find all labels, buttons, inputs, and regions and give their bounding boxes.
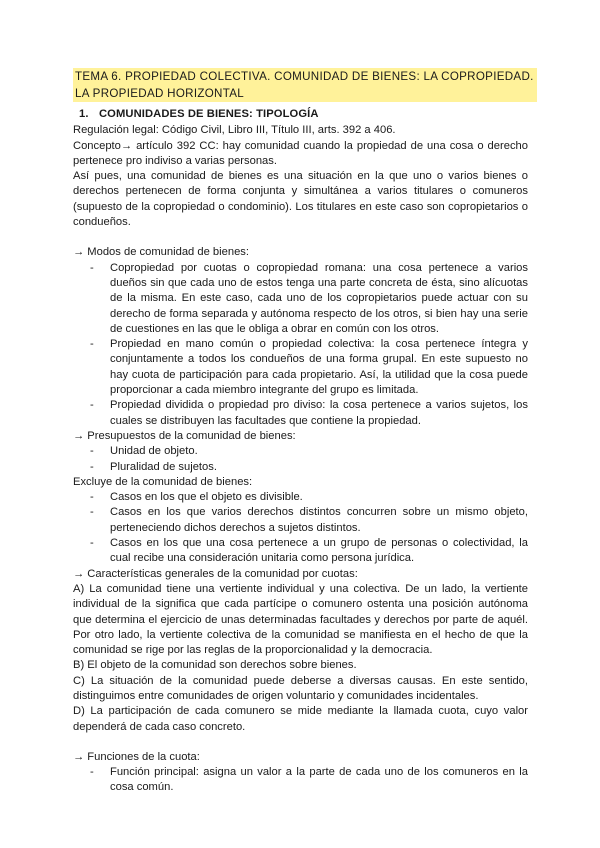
list-item: - Copropiedad por cuotas o copropiedad romana: una cosa pertenece a varios dueños sin que cada uno de estos tenga una parte concreta de ésta, sino alícuotas de la misma. En este caso, cada uno de los copropietarios puede actuar con su derecho de forma separada y autónoma respecto de los otros, si bien hay una serie de cuestiones en las que le obliga a obrar en común con los otros.: [73, 261, 528, 337]
excluye-heading: Excluye de la comunidad de bienes:: [73, 475, 253, 488]
list-item: - Función principal: asigna un valor a la parte de cada uno de los comuneros en la cosa común.: [73, 765, 528, 796]
list-item: - Pluralidad de sujetos.: [73, 460, 528, 475]
document-title: TEMA 6. PROPIEDAD COLECTIVA. COMUNIDAD DE BIENES: LA COPROPIEDAD. LA PROPIEDAD HORIZONTAL: [73, 68, 537, 102]
caracteristica-c: C) La situación de la comunidad puede deberse a diversas causas. En este sentido, distinguimos entre comunidades de origen voluntario y comunidades incidentales.: [73, 674, 528, 702]
section-number: 1.: [79, 108, 89, 120]
caracteristica-a: A) La comunidad tiene una vertiente individual y una colectiva. De un lado, la vertiente individual de la significa que cada partícipe o comunero ostenta una posición autónoma que determina el ejercicio de unas determinadas facultades y derechos por parte de aquél. Por otro lado, la vertiente colectiva de la comunidad se manifiesta en el hecho de que la comunidad se rige por las reglas de la proporcionalidad y la democracia.: [73, 582, 528, 657]
definition-paragraph: Así pues, una comunidad de bienes es una situación en la que uno o varios bienes o derechos pertenecen de forma conjunta y simultánea a varios titulares o comuneros (supuesto de la copropiedad o condominio). Los titulares en este caso son copropietarios o condueños.: [73, 170, 528, 229]
presupuestos-heading: → Presupuestos de la comunidad de bienes:: [73, 429, 296, 442]
list-item: - Propiedad dividida o propiedad pro diviso: la cosa pertenece a varios sujetos, los cuales se distribuyen las facultades que contiene la propiedad.: [73, 398, 528, 429]
list-item: - Casos en los que una cosa pertenece a un grupo de personas o colectividad, la cual recibe una consideración unitaria como persona jurídica.: [73, 536, 528, 567]
presupuestos-list: [73, 444, 528, 475]
funciones-list: [73, 765, 528, 796]
caracteristicas-heading: → Características generales de la comunidad por cuotas:: [73, 567, 358, 580]
modes-list: [73, 261, 528, 429]
concept-paragraph: Concepto→ artículo 392 CC: hay comunidad cuando la propiedad de una cosa o derecho pertenece pro indiviso a varias personas.: [73, 139, 528, 167]
section-heading: [79, 107, 528, 122]
caracteristica-b: B) El objeto de la comunidad son derechos sobre bienes.: [73, 659, 357, 672]
list-item: - Unidad de objeto.: [73, 444, 528, 459]
funciones-heading: → Funciones de la cuota:: [73, 750, 200, 763]
list-item: - Casos en los que varios derechos distintos concurren sobre un mismo objeto, perteneciendo dichos derechos a sujetos distintos.: [73, 505, 528, 536]
list-item: - Propiedad en mano común o propiedad colectiva: la cosa pertenece íntegra y conjuntamente a todos los condueños de una forma grupal. En este supuesto no hay cuota de participación para cada propietario. Así, la utilidad que la cosa puede proporcionar a cada miembro integrante del grupo es limitada.: [73, 337, 528, 398]
legal-regulation: Regulación legal: Código Civil, Libro III, Título III, arts. 392 a 406.: [73, 124, 396, 137]
excluye-list: [73, 490, 528, 566]
modes-heading: → Modos de comunidad de bienes:: [73, 246, 250, 259]
caracteristica-d: D) La participación de cada comunero se mide mediante la llamada cuota, cuyo valor dependerá de cada caso concreto.: [73, 705, 528, 733]
section-heading-text: COMUNIDADES DE BIENES: TIPOLOGÍA: [99, 108, 319, 120]
list-item: - Casos en los que el objeto es divisible.: [73, 490, 528, 505]
document-body: [73, 107, 528, 796]
